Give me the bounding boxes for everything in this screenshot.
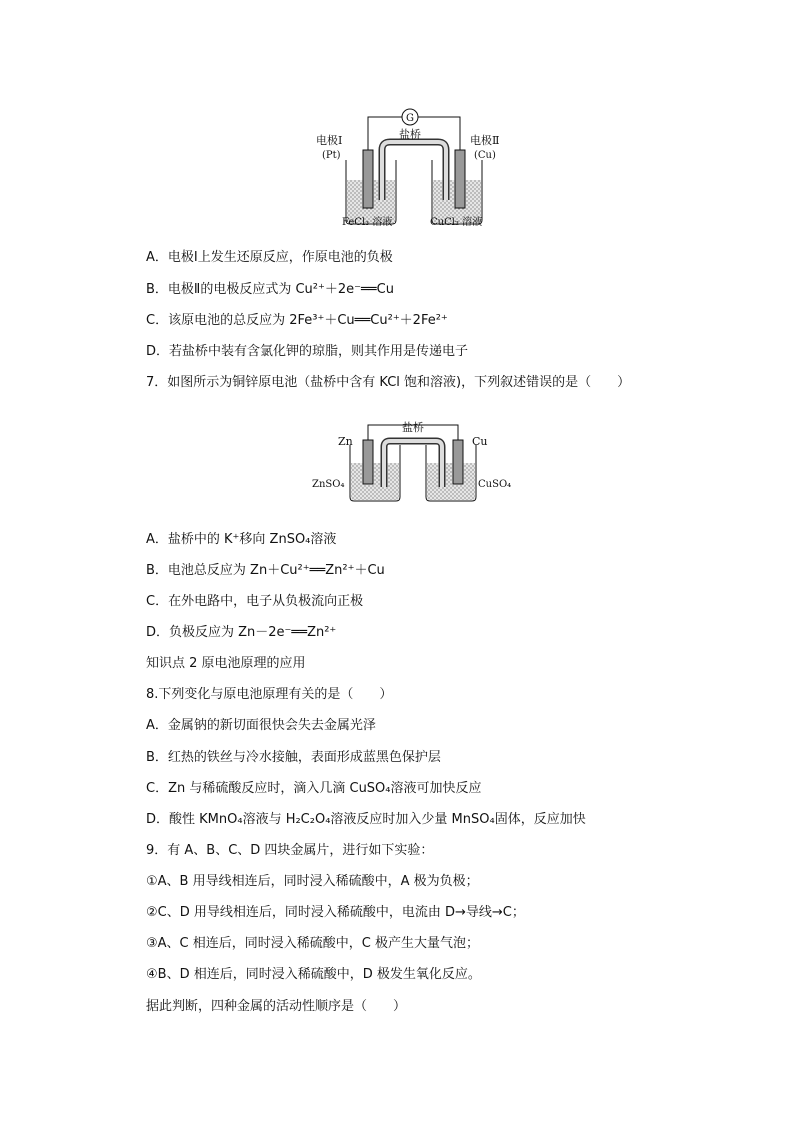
q8-option-a: A．金属钠的新切面很快会失去金属光泽 xyxy=(146,718,376,733)
galvanic-cell-figure-1 xyxy=(310,100,510,232)
section-title: 知识点 2 原电池原理的应用 xyxy=(146,656,306,671)
cu-label: Cu xyxy=(472,435,488,448)
q9-item-2: ②C、D 用导线相连后，同时浸入稀硫酸中，电流由 D→导线→C； xyxy=(146,905,525,920)
q9-item-3: ③A、C 相连后，同时浸入稀硫酸中，C 极产生大量气泡； xyxy=(146,936,479,951)
solution-right-label: CuCl₂ 溶液 xyxy=(430,217,483,228)
q6-option-b: B．电极Ⅱ的电极反应式为 Cu²⁺＋2e⁻══Cu xyxy=(146,282,394,297)
q8-option-c: C．Zn 与稀硫酸反应时，滴入几滴 CuSO₄溶液可加快反应 xyxy=(146,781,482,796)
electrode-left xyxy=(363,150,373,208)
salt-bridge-label: 盐桥 xyxy=(399,128,421,141)
q6-option-c: C．该原电池的总反应为 2Fe³⁺＋Cu══Cu²⁺＋2Fe²⁺ xyxy=(146,313,448,328)
q9-item-1: ①A、B 用导线相连后，同时浸入稀硫酸中，A 极为负极； xyxy=(146,874,479,889)
solution-left-label: FeCl₃ 溶液 xyxy=(342,217,393,228)
q6-option-d: D．若盐桥中装有含氯化钾的琼脂，则其作用是传递电子 xyxy=(146,344,469,359)
q8-option-b: B．红热的铁丝与冷水接触，表面形成蓝黑色保护层 xyxy=(146,750,441,765)
znso4-label: ZnSO₄ xyxy=(312,479,345,490)
q7-option-d: D．负极反应为 Zn－2e⁻══Zn²⁺ xyxy=(146,625,337,640)
zn-label: Zn xyxy=(338,435,353,448)
q7-option-c: C．在外电路中，电子从负极流向正极 xyxy=(146,594,364,609)
electrode-right-material: (Cu) xyxy=(474,150,496,161)
salt-bridge-label: 盐桥 xyxy=(402,421,424,434)
q6-option-a: A．电极Ⅰ上发生还原反应，作原电池的负极 xyxy=(146,250,393,265)
electrode-right-label: 电极Ⅱ xyxy=(470,134,500,147)
q9-question: 据此判断，四种金属的活动性顺序是（ ） xyxy=(146,999,407,1014)
cu-electrode xyxy=(453,440,463,484)
galvanic-cell-figure-2 xyxy=(310,415,520,510)
zn-electrode xyxy=(363,440,373,484)
electrode-left-label: 电极Ⅰ xyxy=(316,134,343,147)
electrode-right xyxy=(455,150,465,208)
cuso4-label: CuSO₄ xyxy=(478,479,512,490)
q8-option-d: D．酸性 KMnO₄溶液与 H₂C₂O₄溶液反应时加入少量 MnSO₄固体，反应加快 xyxy=(146,812,586,827)
q7-stem: 7．如图所示为铜锌原电池（盐桥中含有 KCl 饱和溶液)，下列叙述错误的是（ ） xyxy=(146,375,631,390)
q7-option-b: B．电池总反应为 Zn＋Cu²⁺══Zn²⁺＋Cu xyxy=(146,563,385,578)
q9-stem: 9．有 A、B、C、D 四块金属片，进行如下实验： xyxy=(146,843,434,858)
q8-stem: 8.下列变化与原电池原理有关的是（ ） xyxy=(146,687,393,702)
electrode-left-material: (Pt) xyxy=(322,150,341,161)
q7-option-a: A．盐桥中的 K⁺移向 ZnSO₄溶液 xyxy=(146,532,337,547)
solution-left xyxy=(351,463,399,500)
q9-item-4: ④B、D 相连后，同时浸入稀硫酸中，D 极发生氧化反应。 xyxy=(146,967,481,982)
galvanometer-label: G xyxy=(406,113,414,124)
solution-right xyxy=(427,463,475,500)
